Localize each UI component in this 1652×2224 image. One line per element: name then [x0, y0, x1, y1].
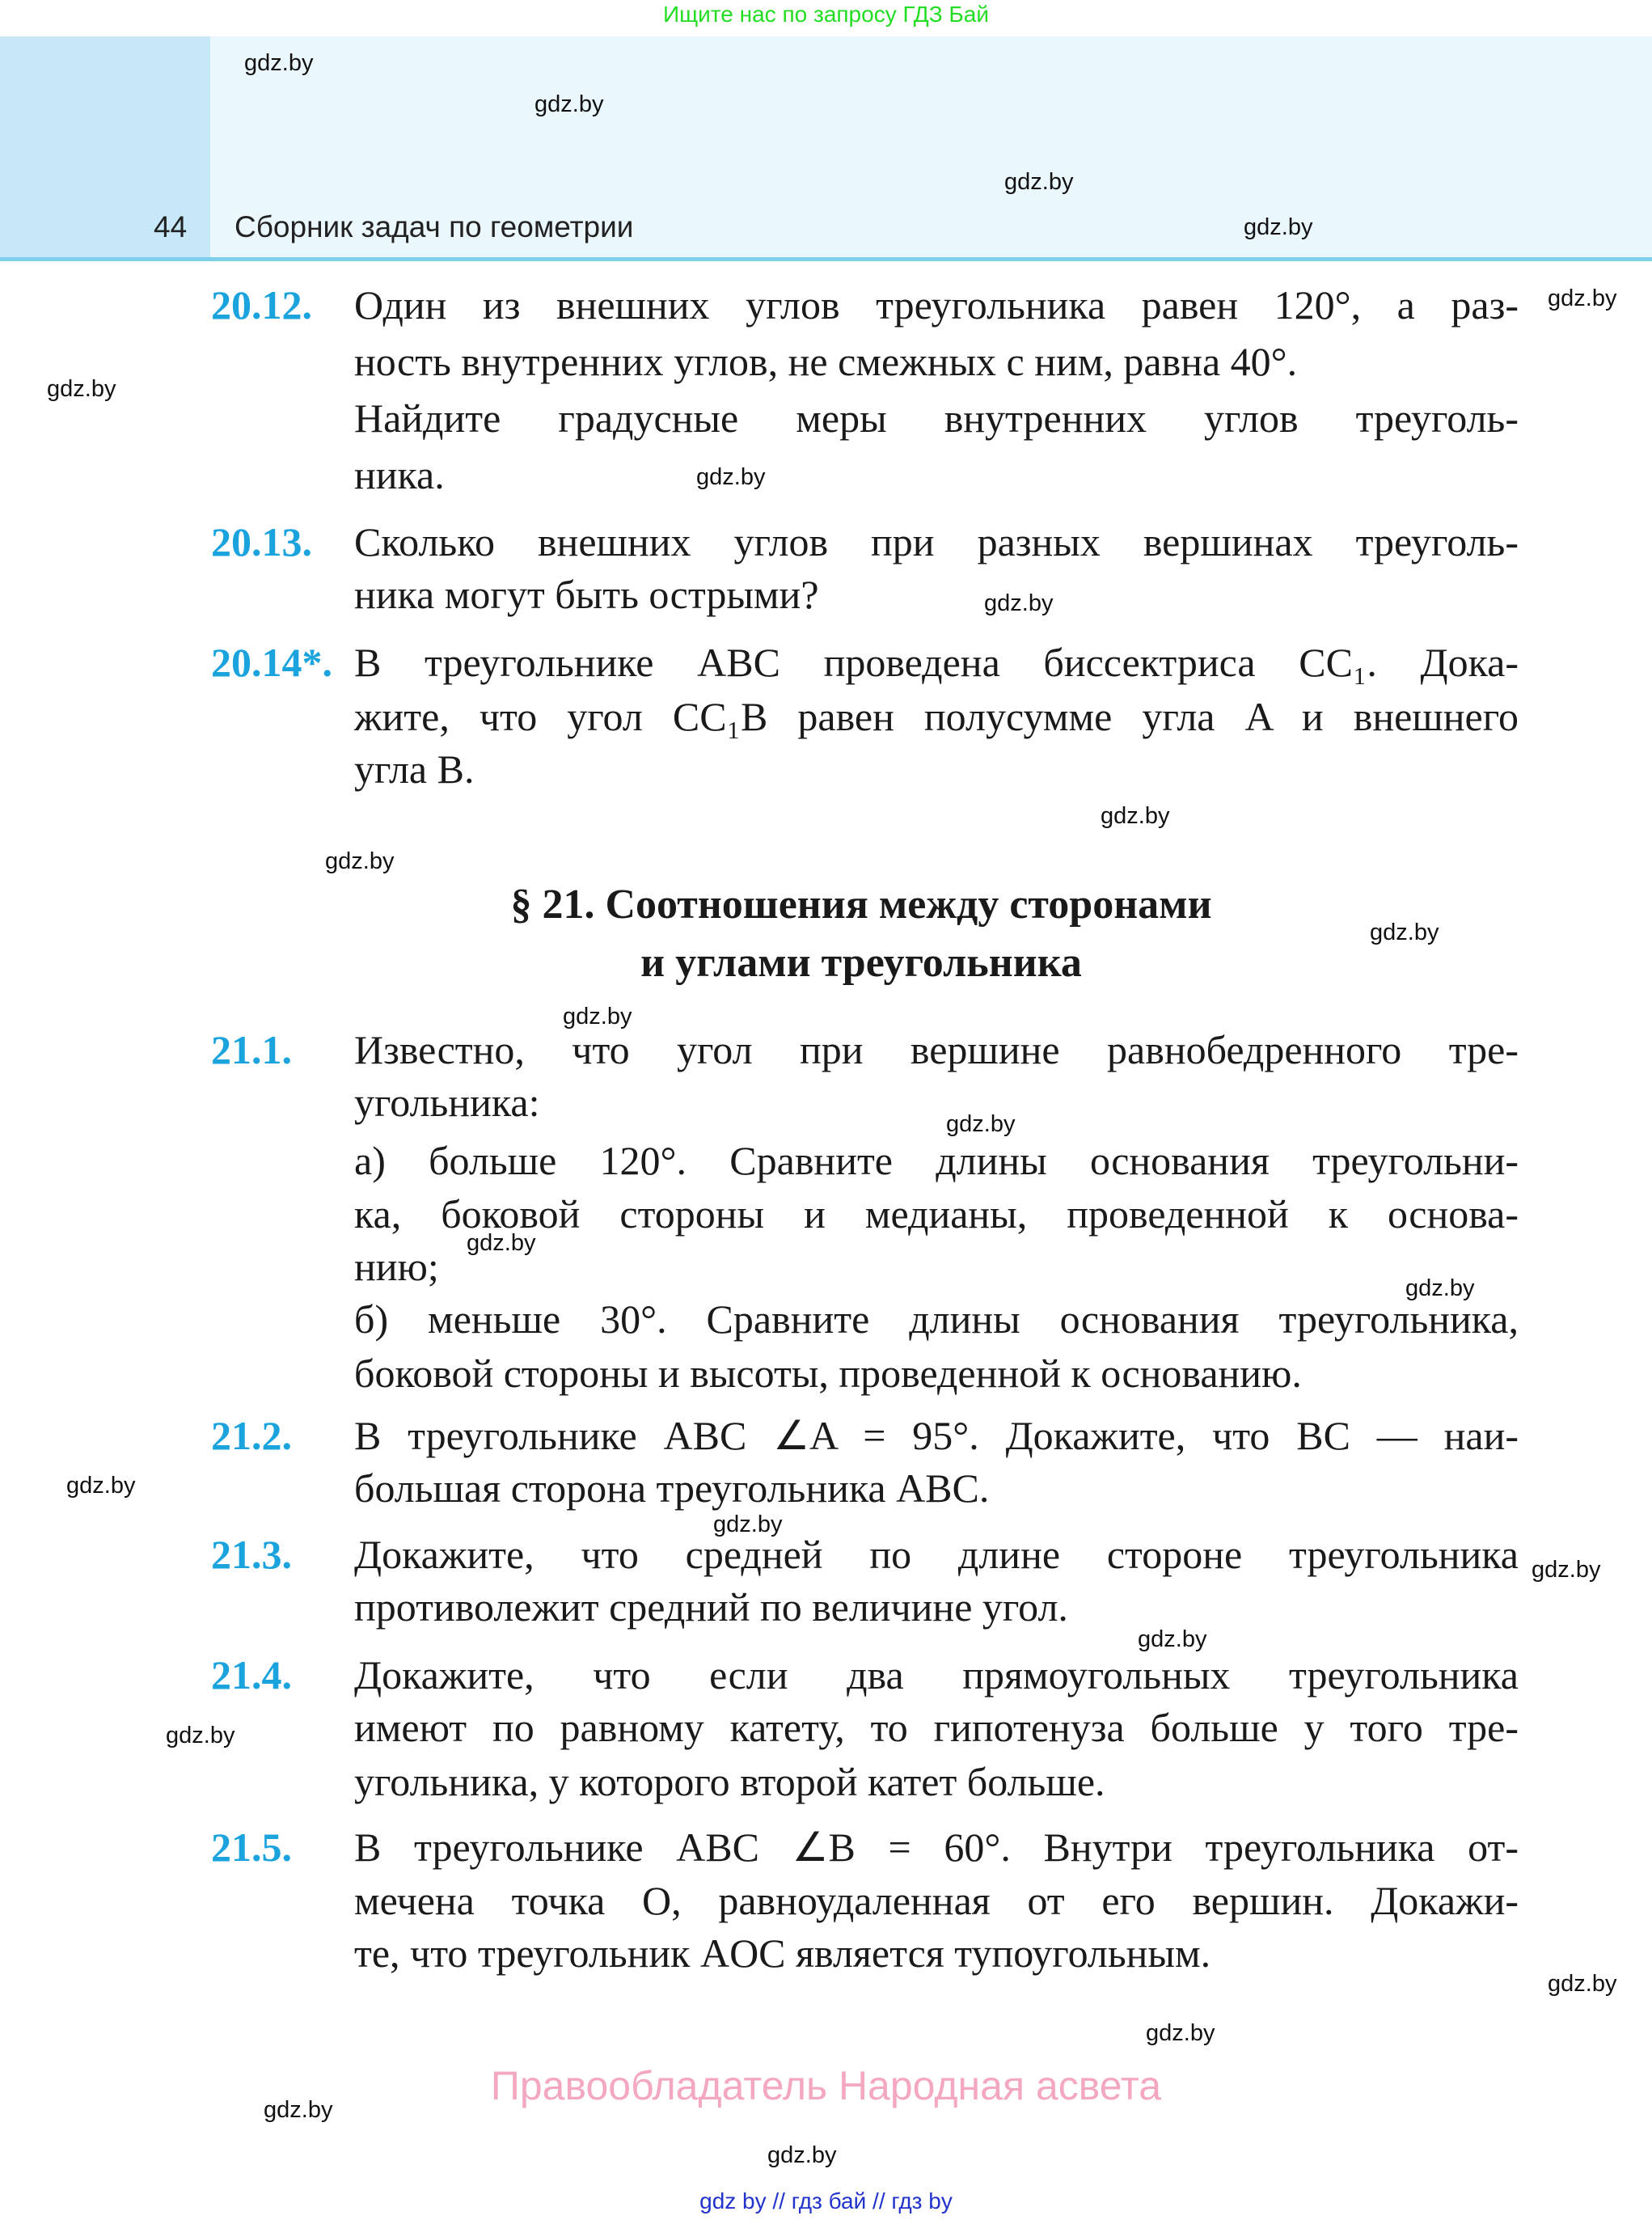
problem-text-line: Докажите, что если два прямоугольных треугольника	[354, 1652, 1519, 1698]
problem-text-line: Сколько внешних углов при разных вершинах треуголь-	[354, 519, 1519, 564]
book-title: Сборник задач по геометрии	[234, 210, 634, 243]
watermark: gdz.by	[1138, 1626, 1207, 1652]
problem-number: 21.2.	[211, 1413, 292, 1458]
problem-text-line: ка, боковой стороны и медианы, проведенной к основа-	[354, 1191, 1519, 1237]
problem-text-line: боковой стороны и высоты, проведенной к основанию.	[354, 1351, 1302, 1396]
watermark: gdz.by	[1532, 1557, 1601, 1583]
problem-text-line: мечена точка O, равноудаленная от его вершин. Докажи-	[354, 1878, 1519, 1923]
problem-text-line: Докажите, что средней по длине стороне треугольника	[354, 1532, 1519, 1577]
watermark: gdz.by	[534, 91, 604, 117]
copyright-notice: Правообладатель Народная асвета	[490, 2063, 1162, 2108]
section-title-line1: § 21. Соотношения между сторонами	[510, 882, 1212, 928]
problem-text-line: угла B.	[354, 746, 475, 792]
problem-text-line: а) больше 120°. Сравните длины основания треугольни-	[354, 1138, 1519, 1183]
watermark: gdz.by	[1370, 920, 1439, 945]
problem-number: 21.5.	[211, 1824, 292, 1870]
problem-text-line: В треугольнике ABC ∠B = 60°. Внутри треугольника от-	[354, 1824, 1519, 1870]
watermark: gdz.by	[467, 1230, 536, 1256]
problem-text-line: ника.	[354, 452, 445, 497]
problem-number: 20.13.	[211, 519, 312, 564]
section-title-line2: и углами треугольника	[640, 940, 1082, 986]
watermark: gdz.by	[1405, 1275, 1475, 1301]
problem-number: 21.3.	[211, 1532, 292, 1577]
watermark: gdz.by	[244, 50, 314, 76]
problem-text-line: противолежит средний по величине угол.	[354, 1584, 1068, 1630]
watermark: gdz.by	[946, 1111, 1016, 1137]
search-notice: Ищите нас по запросу ГДЗ Бай	[662, 2, 990, 27]
watermark: gdz.by	[1101, 803, 1170, 829]
problem-number: 21.4.	[211, 1652, 292, 1698]
problem-text-line: жите, что угол CC₁B равен полусумме угла A и внешнего	[354, 694, 1519, 739]
header-divider	[0, 257, 1652, 261]
watermark: gdz.by	[563, 1004, 632, 1030]
watermark: gdz.by	[696, 464, 766, 490]
watermark: gdz.by	[166, 1723, 235, 1748]
problem-text-line: те, что треугольник AOC является тупоугольным.	[354, 1930, 1211, 1976]
watermark: gdz.by	[1004, 169, 1074, 195]
problem-text-line: Один из внешних углов треугольника равен 120°, а раз-	[354, 282, 1519, 328]
problem-number: 20.12.	[211, 282, 312, 328]
watermark: gdz.by	[713, 1512, 783, 1537]
watermark: gdz.by	[264, 2097, 333, 2123]
watermark: gdz.by	[1244, 214, 1313, 240]
problem-text-line: В треугольнике ABC ∠A = 95°. Докажите, что BC — наи-	[354, 1413, 1519, 1458]
watermark: gdz.by	[325, 848, 395, 874]
watermark: gdz.by	[47, 376, 116, 402]
problem-text-line: угольника:	[354, 1080, 540, 1125]
problem-text-line: нию;	[354, 1244, 439, 1289]
problem-text-line: большая сторона треугольника ABC.	[354, 1465, 990, 1511]
page-number: 44	[154, 210, 188, 243]
problem-text-line: б) меньше 30°. Сравните длины основания треугольника,	[354, 1296, 1519, 1342]
watermark: gdz.by	[1146, 2020, 1215, 2046]
problem-text-line: угольника, у которого второй катет больше.	[354, 1759, 1105, 1804]
problem-text-line: Известно, что угол при вершине равнобедренного тре-	[354, 1027, 1519, 1072]
watermark: gdz.by	[66, 1473, 136, 1499]
problem-number: 21.1.	[211, 1027, 292, 1072]
problem-number: 20.14*.	[211, 640, 332, 685]
watermark: gdz.by	[767, 2142, 837, 2168]
footer-links[interactable]: gdz by // гдз бай // гдз by	[699, 2188, 953, 2213]
problem-text-line: имеют по равному катету, то гипотенуза больше у того тре-	[354, 1705, 1519, 1750]
problem-text-line: ность внутренних углов, не смежных с ним, равна 40°.	[354, 339, 1298, 384]
problem-text-line: ника могут быть острыми?	[354, 572, 819, 617]
watermark: gdz.by	[1548, 285, 1617, 311]
watermark: gdz.by	[1548, 1971, 1617, 1997]
problem-text-line: В треугольнике ABC проведена биссектриса CC₁. Дока-	[354, 640, 1519, 685]
problem-text-line: Найдите градусные меры внутренних углов треуголь-	[354, 395, 1519, 441]
watermark: gdz.by	[984, 590, 1054, 616]
